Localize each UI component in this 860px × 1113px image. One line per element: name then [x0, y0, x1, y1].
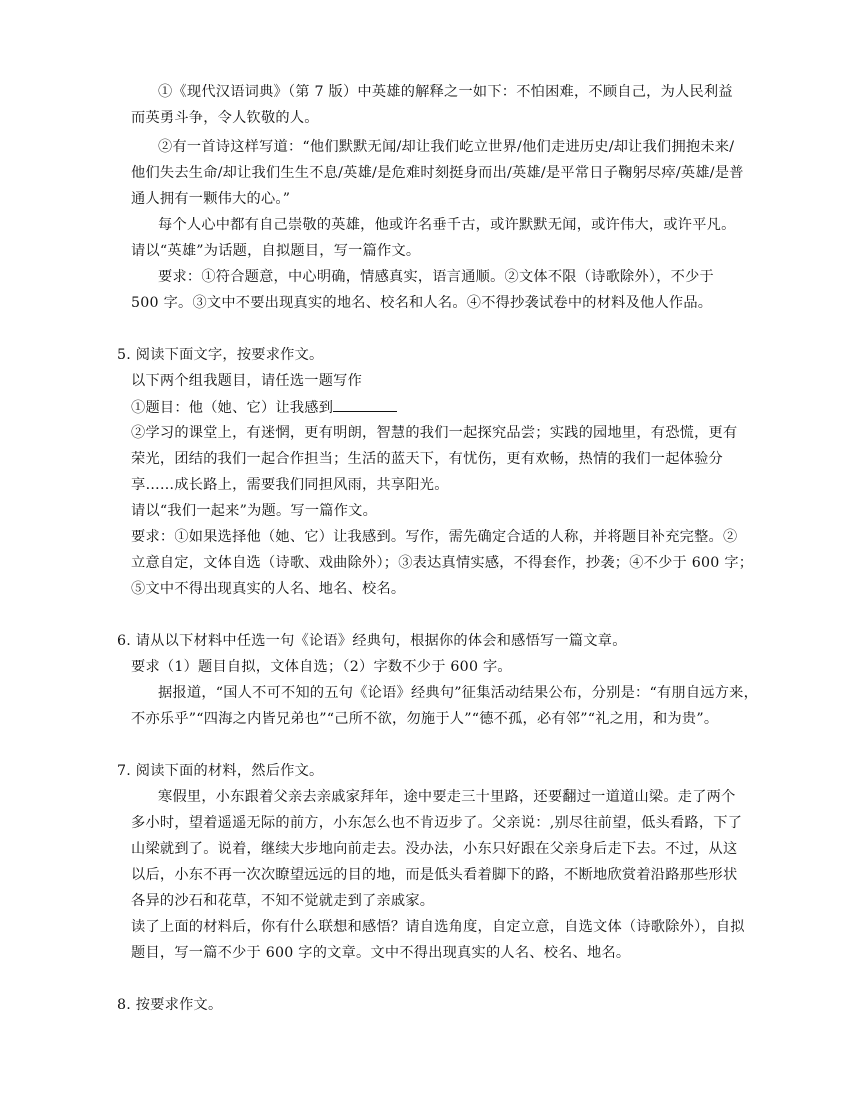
text-line: 要求：①如果选择他（她、它）让我感到。写作，需先确定合适的人称，并将题目补充完整。② — [131, 529, 738, 545]
text-line: 读了上面的材料后，你有什么联想和感悟？请自选角度，自定立意，自选文体（诗歌除外），自拟 — [131, 919, 745, 935]
text-line: 要求：①符合题意，中心明确，情感真实，语言通顺。②文体不限（诗歌除外），不少于 — [158, 269, 714, 285]
text-line: 不亦乐乎”“四海之内皆兄弟也”“己所不欲，勿施于人”“德不孤，必有邻”“礼之用，和为贵”。 — [131, 711, 719, 727]
text-line: 多小时，望着遥遥无际的前方，小东怎么也不肯迈步了。父亲说：,别尽往前望，低头看路，下了 — [131, 815, 743, 831]
text-line: 寒假里，小东跟着父亲去亲戚家拜年，途中要走三十里路，还要翻过一道道山梁。走了两个 — [158, 789, 736, 805]
text-line: 题目，写一篇不少于 600 字的文章。文中不得出现真实的人名、校名、地名。 — [131, 945, 631, 961]
prompt-title: ①题目：他（她、它）让我感到 — [131, 400, 334, 416]
text-line: 享……成长路上，需要我们同担风雨，共享阳光。 — [131, 477, 449, 493]
text-line: 以下两个组我题目，请任选一题写作 — [131, 373, 363, 389]
text-line: ②学习的课堂上，有迷惘，更有明朗，智慧的我们一起探究品尝；实践的园地里，有恐慌，更有 — [131, 425, 738, 441]
text-line: ②有一首诗这样写道：“他们默默无闻/却让我们屹立世界/他们走进历史/却让我们拥抱未来/ — [158, 139, 735, 155]
text-line: 他们失去生命/却让我们生生不息/英雄/是危难时刻挺身而出/英雄/是平常日子鞠躬尽瘁/英雄/是普 — [131, 165, 744, 181]
text-line — [131, 398, 397, 417]
question-heading: 6. 请从以下材料中任选一句《论语》经典句，根据你的体会和感悟写一篇文章。 — [117, 633, 627, 649]
text-line: 以后，小东不再一次次瞭望远远的目的地，而是低头看着脚下的路，不断地欣赏着沿路那些形状 — [131, 867, 738, 883]
question-heading: 8. 按要求作文。 — [117, 997, 223, 1013]
text-line: 各异的沙石和花草，不知不觉就走到了亲戚家。 — [131, 893, 435, 909]
text-line: 500 字。③文中不要出现真实的地名、校名和人名。④不得抄袭试卷中的材料及他人作品。 — [131, 295, 713, 311]
text-line: 立意自定，文体自选（诗歌、戏曲除外）；③表达真情实感，不得套作，抄袭；④不少于 600 字； — [131, 555, 754, 571]
text-line: 荣光，团结的我们一起合作担当；生活的蓝天下，有忧伤，更有欢畅，热情的我们一起体验分 — [131, 451, 723, 467]
question-heading: 5. 阅读下面文字，按要求作文。 — [117, 347, 324, 363]
text-line: ⑤文中不得出现真实的人名、地名、校名。 — [131, 581, 406, 597]
text-line: 每个人心中都有自己崇敬的英雄，他或许名垂千古，或许默默无闻，或许伟大，或许平凡。 — [158, 217, 736, 233]
text-line: ①《现代汉语词典》（第 7 版）中英雄的解释之一如下：不怕困难，不顾自己，为人民利益 — [158, 84, 733, 100]
text-line: 而英勇斗争，令人钦敬的人。 — [131, 110, 319, 126]
question-heading: 7. 阅读下面的材料，然后作文。 — [117, 763, 324, 779]
fill-in-blank — [333, 398, 397, 412]
text-line: 通人拥有一颗伟大的心。” — [131, 191, 291, 207]
text-line: 要求（1）题目自拟，文体自选；（2）字数不少于 600 字。 — [131, 659, 512, 675]
text-line: 山梁就到了。说着，继续大步地向前走去。没办法，小东只好跟在父亲身后走下去。不过，从这 — [131, 841, 738, 857]
text-line: 请以“我们一起来”为题。写一篇作文。 — [131, 503, 378, 519]
text-line: 请以“英雄”为话题，自拟题目，写一篇作文。 — [131, 243, 421, 259]
text-line: 据报道，“国人不可不知的五句《论语》经典句”征集活动结果公布，分别是：“有朋自远方来， — [158, 685, 759, 701]
